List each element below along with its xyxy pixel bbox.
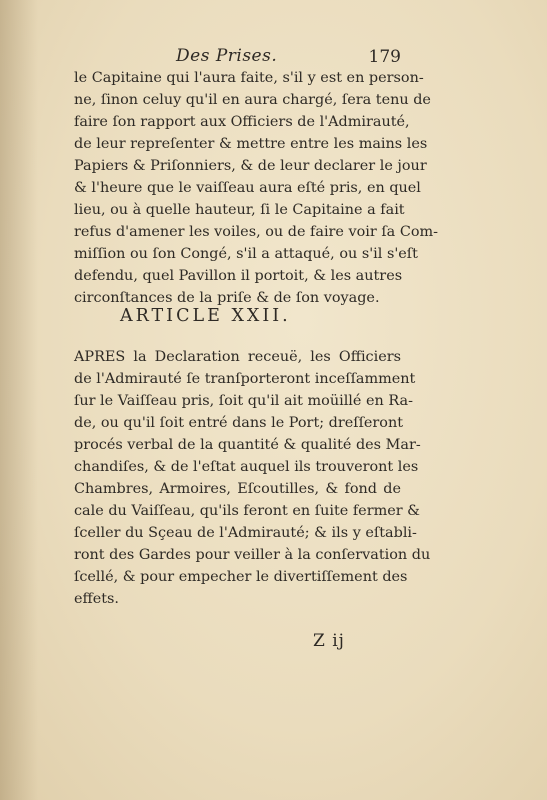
text-line: de leur repreſenter & mettre entre les mains les: [74, 136, 428, 152]
signature-mark: Z ij: [313, 631, 345, 651]
text-line: ſceller du Sçeau de l'Admirauté; & ils y eſtabli-: [74, 525, 417, 541]
text-line: procés verbal de la quantité & qualité des Mar-: [74, 437, 421, 453]
text-line: effets.: [74, 591, 119, 607]
text-line: faire ſon rapport aux Officiers de l'Admirauté,: [74, 114, 410, 130]
running-head: Des Prises.: [176, 46, 278, 66]
text-line: refus d'amener les voiles, ou de faire voir ſa Com-: [74, 224, 439, 240]
text-line: cale du Vaiſſeau, qu'ils feront en ſuite fermer &: [74, 503, 420, 519]
article-heading: ARTICLE XXII.: [120, 306, 291, 326]
page-header: [176, 46, 401, 70]
text-line: lieu, ou à quelle hauteur, ſi le Capitaine a fait: [74, 202, 405, 218]
text-line: & l'heure que le vaiſſeau aura eſté pris, en quel: [74, 180, 421, 196]
text-line: defendu, quel Pavillon il portoit, & les autres: [74, 268, 403, 284]
text-line: chandiſes, & de l'eſtat auquel ils trouveront les: [74, 459, 419, 475]
text-line: ne, ſinon celuy qu'il en aura chargé, ſera tenu de: [74, 92, 431, 108]
text-line: circonſtances de la priſe & de ſon voyage.: [74, 290, 380, 306]
text-line: ſcellé, & pour empecher le divertiſſement des: [74, 569, 408, 585]
text-line: de l'Admirauté ſe tranſporteront inceſſamment: [74, 371, 416, 387]
text-line: Chambres, Armoires, Eſcoutilles, & fond de: [74, 481, 401, 497]
text-line: le Capitaine qui l'aura faite, s'il y est en person-: [74, 70, 424, 86]
text-line: miſſion ou ſon Congé, s'il a attaqué, ou s'il s'eſt: [74, 246, 418, 262]
text-line: ſur le Vaiſſeau pris, ſoit qu'il ait moüillé en Ra-: [74, 393, 413, 409]
page-number: 179: [368, 47, 401, 67]
text-line: APRES la Declaration receuë, les Officiers: [74, 349, 401, 365]
text-line: ront des Gardes pour veiller à la conſervation du: [74, 547, 431, 563]
text-line: Papiers & Priſonniers, & de leur declarer le jour: [74, 158, 427, 174]
text-line: de, ou qu'il ſoit entré dans le Port; dreſſeront: [74, 415, 404, 431]
